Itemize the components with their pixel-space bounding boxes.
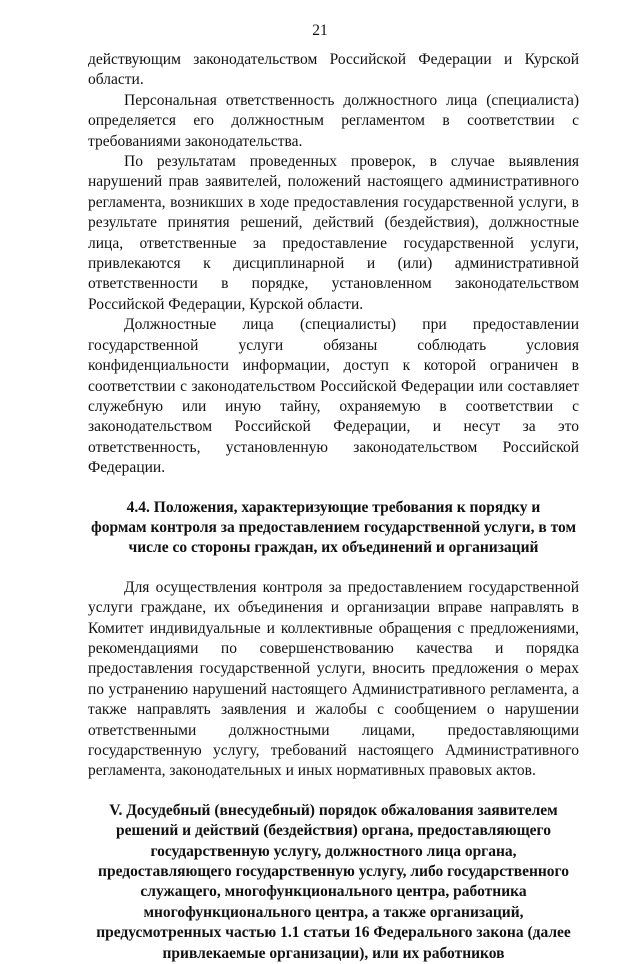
paragraph-continuation: действующим законодательством Российской Федерации и Курской области.: [88, 51, 579, 89]
section-4-4-body: Для осуществления контроля за предоставлением государственной услуги граждане, их объединения и организации вправе направлять в Комитет индивидуальные и коллективные обращения с предложениями, рекомендациями по совершенствованию качества и порядка предоставления государственной услуги, вносить предложения о мерах по устранению нарушений настоящего Административного регламента, а также направлять заявления и жалобы с сообщением о нарушении ответственными должностными лицами, предоставляющими государственную услугу, требований настоящего Административного регламента, законодательных и иных нормативных правовых актов.: [88, 578, 579, 780]
heading-line: многофункционального центра, а также организаций,: [143, 903, 524, 921]
paragraph-inspection-results: По результатам проведенных проверок, в случае выявления нарушений прав заявителей, положений настоящего административного регламента, возникших в ходе предоставления государственной услуги, в результате принятия решений, действий (бездействия), должностные лица, ответственные за предоставление государственной услуги, привлекаются к дисциплинарной и (или) административной ответственности в порядке, установленном законодательством Российской Федерации, Курской области.: [88, 153, 579, 313]
heading-line: числе со стороны граждан, их объединений и организаций: [128, 539, 539, 557]
paragraph-confidentiality: Должностные лица (специалисты) при предоставлении государственной услуги обязаны соблюдать условия конфиденциальности информации, доступ к которой ограничен в соответствии с законодательством Российской Федерации или составляет служебную или иную тайну, охраняемую в соответствии с законодательством Российской Федерации, и несут за это ответственность, установленную законодательством Российской Федерации.: [88, 316, 579, 477]
heading-line: предоставляющего государственную услугу, либо государственного: [98, 863, 569, 881]
paragraph-personal-responsibility: Персональная ответственность должностного лица (специалиста) определяется его должностным регламентом в соответствии с требованиями законодательства.: [88, 91, 579, 150]
heading-line: служащего, многофункционального центра, работника: [140, 883, 527, 901]
heading-line: 4.4. Положения, характеризующие требования к порядку и: [126, 498, 541, 516]
heading-line: решений и действий (бездействия) органа, предоставляющего: [116, 822, 551, 840]
section-4-4-heading: [88, 498, 579, 559]
section-v-heading: [88, 801, 579, 964]
heading-line: формам контроля за предоставлением государственной услуги, в том: [90, 518, 577, 536]
document-body: [88, 50, 579, 964]
heading-line: V. Досудебный (внесудебный) порядок обжалования заявителем: [109, 801, 558, 819]
heading-line: привлекаемые организации), или их работников: [162, 944, 505, 962]
heading-line: государственную услугу, должностного лица органа,: [150, 842, 517, 860]
heading-line: предусмотренных частью 1.1 статьи 16 Федерального закона (далее: [96, 924, 571, 942]
page-number: 21: [312, 22, 328, 39]
